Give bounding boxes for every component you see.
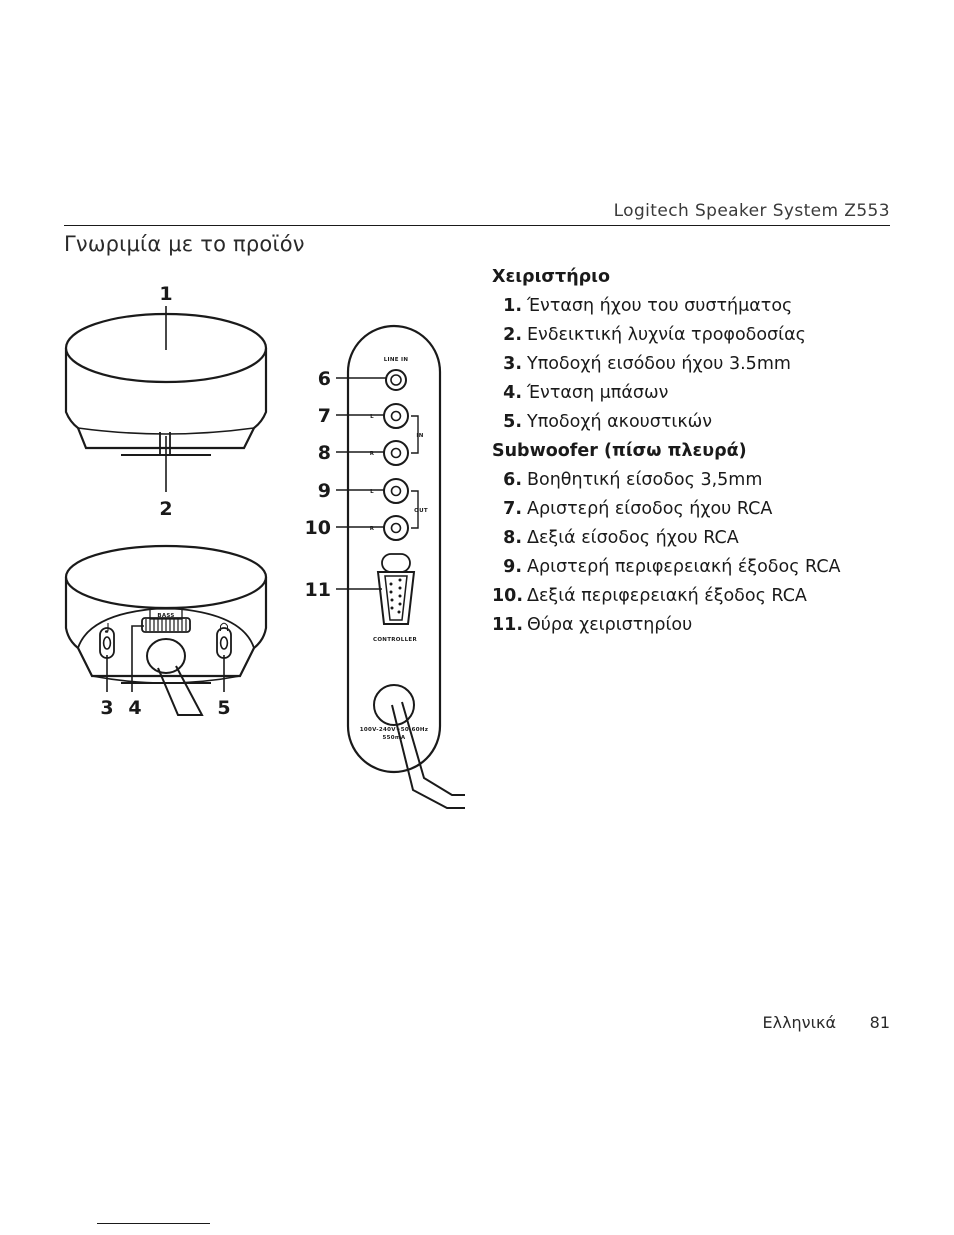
legend-item-text: Υποδοχή εισόδου ήχου 3.5mm	[527, 354, 791, 374]
legend-item-11	[492, 611, 912, 640]
legend-item-number: 5.	[503, 412, 522, 432]
right-in-label: R	[369, 451, 375, 457]
callout-10: 10	[304, 517, 331, 539]
subwoofer-back-panel	[348, 326, 465, 808]
legend-item-5	[492, 408, 912, 437]
left-out-label: L	[370, 489, 374, 495]
legend-item-text: Βοηθητική είσοδος 3,5mm	[527, 470, 763, 490]
callout-2: 2	[159, 498, 173, 520]
legend-item-text: Ένταση μπάσων	[527, 383, 669, 403]
callout-3: 3	[100, 697, 114, 719]
legend-item-text: Ένταση ήχου του συστήματος	[527, 296, 793, 316]
legend-item-number: 2.	[503, 325, 522, 345]
legend-item-number: 10.	[492, 586, 524, 606]
power-rating-line-2: 550mA	[382, 735, 406, 741]
document-header-title: Logitech Speaker System Z553	[613, 201, 890, 221]
legend-item-text: Αριστερή περιφερειακή έξοδος RCA	[527, 557, 841, 577]
callout-4: 4	[128, 697, 142, 719]
in-label: IN	[416, 433, 424, 439]
callout-8: 8	[317, 442, 331, 464]
legend-item-number: 4.	[503, 383, 522, 403]
legend-item-text: Δεξιά είσοδος ήχου RCA	[527, 528, 739, 548]
legend-item-number: 7.	[503, 499, 522, 519]
footer-page-number: 81	[869, 1013, 890, 1032]
legend-item-number: 3.	[503, 354, 522, 374]
legend-item-text: Υποδοχή ακουστικών	[527, 412, 713, 432]
legend-item-1	[492, 292, 912, 321]
controller-label: CONTROLLER	[373, 637, 417, 643]
callout-6: 6	[317, 368, 331, 390]
right-out-label: R	[369, 526, 375, 532]
bass-label: BASS	[157, 613, 175, 619]
section-title: Γνωριμία με το προϊόν	[64, 232, 305, 256]
left-in-label: L	[370, 414, 374, 420]
callout-9: 9	[317, 480, 331, 502]
legend-item-4	[492, 379, 912, 408]
legend-item-10	[492, 582, 912, 611]
legend-item-3	[492, 350, 912, 379]
legend-heading-subwoofer: Subwoofer (πίσω πλευρά)	[492, 441, 747, 461]
line-in-label: LINE IN	[383, 357, 409, 363]
power-rating-line-1: 100V-240V~50-60Hz	[359, 727, 429, 733]
legend-item-number: 6.	[503, 470, 522, 490]
callout-1: 1	[159, 283, 173, 305]
legend-item-text: Θύρα χειριστηρίου	[527, 615, 693, 635]
legend-item-number: 1.	[503, 296, 522, 316]
legend-item-number: 9.	[503, 557, 522, 577]
callout-11: 11	[304, 579, 331, 601]
legend-item-text: Αριστερή είσοδος ήχου RCA	[527, 499, 773, 519]
legend-item-text: Δεξιά περιφερειακή έξοδος RCA	[527, 586, 807, 606]
legend-item-7	[492, 495, 912, 524]
legend-item-2	[492, 321, 912, 350]
parts-legend	[492, 263, 912, 640]
legend-item-text: Ενδεικτική λυχνία τροφοδοσίας	[527, 325, 806, 345]
callout-7: 7	[317, 405, 331, 427]
legend-item-9	[492, 553, 912, 582]
legend-heading-controller: Χειριστήριο	[492, 267, 611, 287]
legend-item-6	[492, 466, 912, 495]
bottom-rule	[97, 1223, 210, 1224]
controller-back-view	[66, 546, 266, 715]
legend-item-8	[492, 524, 912, 553]
legend-item-number: 8.	[503, 528, 522, 548]
out-label: OUT	[414, 508, 428, 514]
callout-5: 5	[217, 697, 231, 719]
legend-item-number: 11.	[492, 615, 524, 635]
footer-language: Ελληνικά	[762, 1013, 836, 1032]
